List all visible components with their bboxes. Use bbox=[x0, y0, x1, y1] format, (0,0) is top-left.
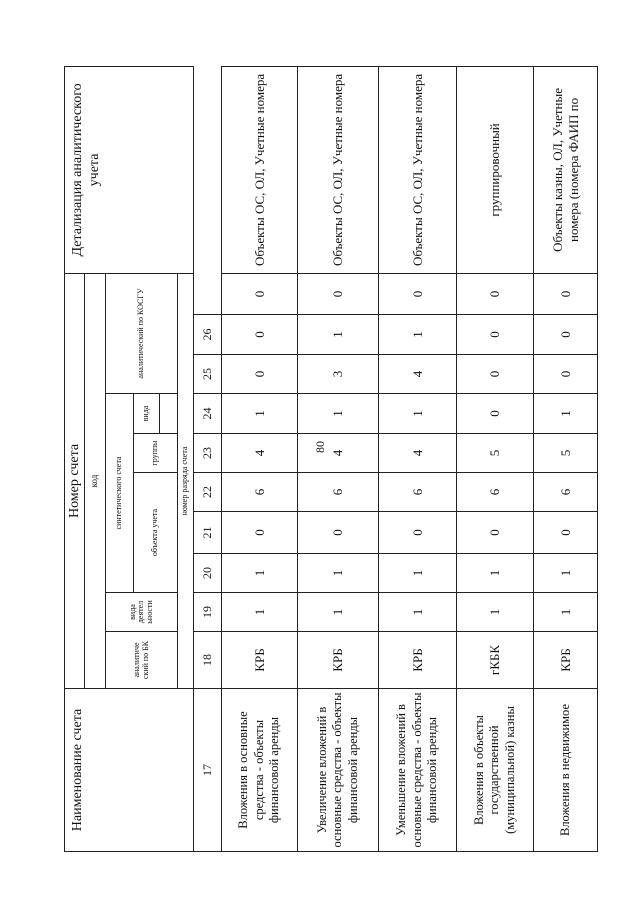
row-cell: 0 bbox=[298, 273, 379, 314]
row-cell: 4 bbox=[298, 434, 379, 473]
column-number: 26 bbox=[194, 315, 222, 355]
row-cell: 0 bbox=[457, 273, 534, 314]
row-cell: 1 bbox=[298, 593, 379, 632]
row-detail: Объекты ОС, ОЛ, Учетные номера bbox=[222, 66, 298, 273]
row-cell: 6 bbox=[298, 473, 379, 512]
row-cell: 0 bbox=[534, 273, 598, 314]
row-cell: 1 bbox=[222, 554, 298, 593]
row-cell: 6 bbox=[222, 473, 298, 512]
header-digit-number: номер разряда счета bbox=[178, 273, 194, 688]
row-account-name: Вложения в основные средства - объекты финансовой аренды bbox=[222, 689, 298, 852]
header-analytical-detail: Детализация аналитического учета bbox=[65, 66, 194, 273]
row-cell: 6 bbox=[379, 473, 457, 512]
column-number: 24 bbox=[194, 394, 222, 434]
column-number: 23 bbox=[194, 434, 222, 473]
row-cell: 0 bbox=[298, 512, 379, 554]
row-cell: 0 bbox=[534, 512, 598, 554]
row-account-name: Вложения в объекты государственной (муниципальной) казны bbox=[457, 689, 534, 852]
row-cell: 6 bbox=[457, 473, 534, 512]
row-cell: 4 bbox=[222, 434, 298, 473]
header-activity-type: вида деятел ьности bbox=[106, 593, 178, 632]
row-cell: КРБ bbox=[379, 632, 457, 689]
header-kind: вида bbox=[134, 394, 160, 434]
row-cell: 5 bbox=[457, 434, 534, 473]
row-cell: 1 bbox=[457, 554, 534, 593]
row-cell: 0 bbox=[457, 315, 534, 355]
row-cell: 1 bbox=[222, 394, 298, 434]
header-synthetic: синтетического счета bbox=[106, 394, 134, 593]
row-cell: 1 bbox=[379, 315, 457, 355]
row-cell: 0 bbox=[457, 394, 534, 434]
row-cell: 1 bbox=[534, 593, 598, 632]
row-account-name: Уменьшение вложений в основные средства - объекты финансовой аренды bbox=[379, 689, 457, 852]
row-cell: 5 bbox=[534, 434, 598, 473]
row-cell: 1 bbox=[298, 315, 379, 355]
header-analytical-bk: аналитиче ский по БК bbox=[106, 632, 178, 689]
row-cell: 0 bbox=[222, 273, 298, 314]
row-cell: 1 bbox=[298, 554, 379, 593]
row-cell: 0 bbox=[379, 512, 457, 554]
row-cell: гКБК bbox=[457, 632, 534, 689]
header-accounting-object: объекта учета bbox=[134, 473, 178, 593]
row-cell: 1 bbox=[298, 394, 379, 434]
row-cell: 0 bbox=[457, 355, 534, 394]
header-account-number: Номер счета bbox=[65, 273, 85, 688]
header-kind-spacer bbox=[160, 394, 178, 434]
row-cell: 1 bbox=[379, 593, 457, 632]
column-number: 25 bbox=[194, 355, 222, 394]
header-analytical-kosgu: аналитический по КОСГУ bbox=[106, 273, 178, 393]
row-cell: КРБ bbox=[298, 632, 379, 689]
page-number: 80 bbox=[313, 441, 327, 453]
row-account-name: Увеличение вложений в основные средства - объекты финансовой аренды bbox=[298, 689, 379, 852]
row-cell: 0 bbox=[222, 315, 298, 355]
row-cell: 4 bbox=[379, 355, 457, 394]
row-cell: 6 bbox=[534, 473, 598, 512]
column-number: 17 bbox=[194, 689, 222, 852]
rotated-table-container bbox=[64, 67, 581, 852]
row-cell: 0 bbox=[379, 273, 457, 314]
column-number: 20 bbox=[194, 554, 222, 593]
row-cell: КРБ bbox=[222, 632, 298, 689]
column-number: 19 bbox=[194, 593, 222, 632]
row-cell: 0 bbox=[222, 355, 298, 394]
column-number: 22 bbox=[194, 473, 222, 512]
row-cell: 0 bbox=[534, 315, 598, 355]
header-account-name: Наименование счета bbox=[65, 689, 194, 852]
row-cell: КРБ bbox=[534, 632, 598, 689]
column-number: 21 bbox=[194, 512, 222, 554]
row-cell: 1 bbox=[457, 593, 534, 632]
row-cell: 3 bbox=[298, 355, 379, 394]
row-detail: Объекты казны, ОЛ, Учетные номера (номера ФАИП по bbox=[534, 66, 598, 273]
row-cell: 0 bbox=[534, 355, 598, 394]
row-cell: 0 bbox=[457, 512, 534, 554]
header-group: группы bbox=[134, 434, 178, 473]
row-cell: 1 bbox=[534, 554, 598, 593]
column-number: 18 bbox=[194, 632, 222, 689]
row-cell: 0 bbox=[222, 512, 298, 554]
row-cell: 1 bbox=[534, 394, 598, 434]
row-cell: 4 bbox=[379, 434, 457, 473]
row-detail: Объекты ОС, ОЛ, Учетные номера bbox=[298, 66, 379, 273]
accounts-table bbox=[64, 66, 598, 852]
row-detail: группировочный bbox=[457, 66, 534, 273]
row-cell: 1 bbox=[379, 394, 457, 434]
row-account-name: Вложения в недвижимое bbox=[534, 689, 598, 852]
row-cell: 1 bbox=[379, 554, 457, 593]
row-cell: 1 bbox=[222, 593, 298, 632]
header-code: код bbox=[85, 273, 106, 688]
row-detail: Объекты ОС, ОЛ, Учетные номера bbox=[379, 66, 457, 273]
